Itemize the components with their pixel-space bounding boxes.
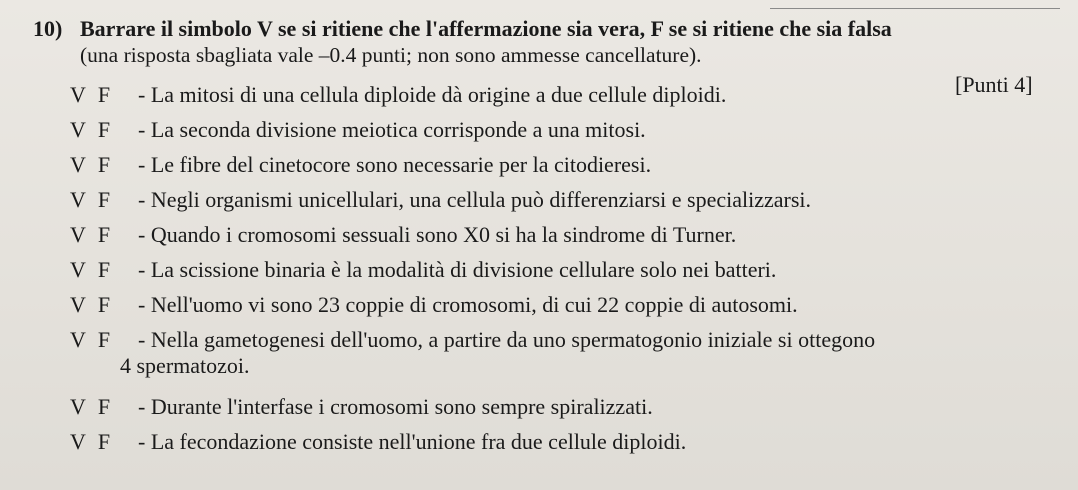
list-item	[70, 394, 1070, 420]
list-item	[70, 429, 1070, 455]
statement-text: - La seconda divisione meiotica corrisponde a una mitosi.	[138, 117, 646, 142]
true-option[interactable]: V	[70, 82, 86, 107]
false-option[interactable]: F	[97, 327, 111, 352]
false-option[interactable]: F	[97, 429, 111, 454]
false-option[interactable]: F	[97, 117, 111, 142]
list-item	[70, 82, 1070, 108]
points-label: [Punti 4]	[955, 72, 1033, 97]
instruction-line-1: Barrare il simbolo V se si ritiene che l'affermazione sia vera, F se si ritiene che sia falsa	[80, 16, 892, 41]
instruction-line-2: (una risposta sbagliata vale –0.4 punti; non sono ammesse cancellature).	[80, 43, 702, 67]
list-item	[70, 257, 1070, 283]
false-option[interactable]: F	[97, 257, 111, 282]
list-item	[70, 327, 1070, 353]
true-false-list	[70, 82, 1070, 454]
list-item	[70, 222, 1070, 248]
false-option[interactable]: F	[97, 82, 111, 107]
statement-text: - Quando i cromosomi sessuali sono X0 si ha la sindrome di Turner.	[138, 222, 737, 247]
false-option[interactable]: F	[97, 187, 111, 212]
true-option[interactable]: V	[70, 394, 86, 419]
true-option[interactable]: V	[70, 327, 86, 352]
true-option[interactable]: V	[70, 292, 86, 317]
false-option[interactable]: F	[97, 222, 111, 247]
list-item	[70, 187, 1070, 213]
true-option[interactable]: V	[70, 257, 86, 282]
top-divider	[770, 8, 1060, 9]
true-option[interactable]: V	[70, 429, 86, 454]
list-item	[70, 292, 1070, 318]
statement-text: - La mitosi di una cellula diploide dà origine a due cellule diploidi.	[138, 82, 727, 107]
statement-text: - La fecondazione consiste nell'unione fra due cellule diploidi.	[138, 429, 687, 454]
statement-text: - Nella gametogenesi dell'uomo, a partire da uno spermatogonio iniziale si ottegono	[138, 327, 876, 352]
statement-continuation	[70, 353, 1070, 379]
statement-continuation-text: 4 spermatozoi.	[120, 353, 250, 378]
list-item	[70, 152, 1070, 178]
true-option[interactable]: V	[70, 117, 86, 142]
true-option[interactable]: V	[70, 152, 86, 177]
statement-text: - La scissione binaria è la modalità di divisione cellulare solo nei batteri.	[138, 257, 777, 282]
statement-text: - Le fibre del cinetocore sono necessarie per la citodieresi.	[138, 152, 652, 177]
statement-text: - Negli organismi unicellulari, una cellula può differenziarsi e specializzarsi.	[138, 187, 811, 212]
false-option[interactable]: F	[97, 292, 111, 317]
false-option[interactable]: F	[97, 152, 111, 177]
true-option[interactable]: V	[70, 222, 86, 247]
question-number: 10)	[33, 16, 63, 41]
false-option[interactable]: F	[97, 394, 111, 419]
statement-text: - Nell'uomo vi sono 23 coppie di cromosomi, di cui 22 coppie di autosomi.	[138, 292, 798, 317]
list-item	[70, 117, 1070, 143]
true-option[interactable]: V	[70, 187, 86, 212]
statement-text: - Durante l'interfase i cromosomi sono sempre spiralizzati.	[138, 394, 653, 419]
question-instruction	[80, 16, 1070, 68]
